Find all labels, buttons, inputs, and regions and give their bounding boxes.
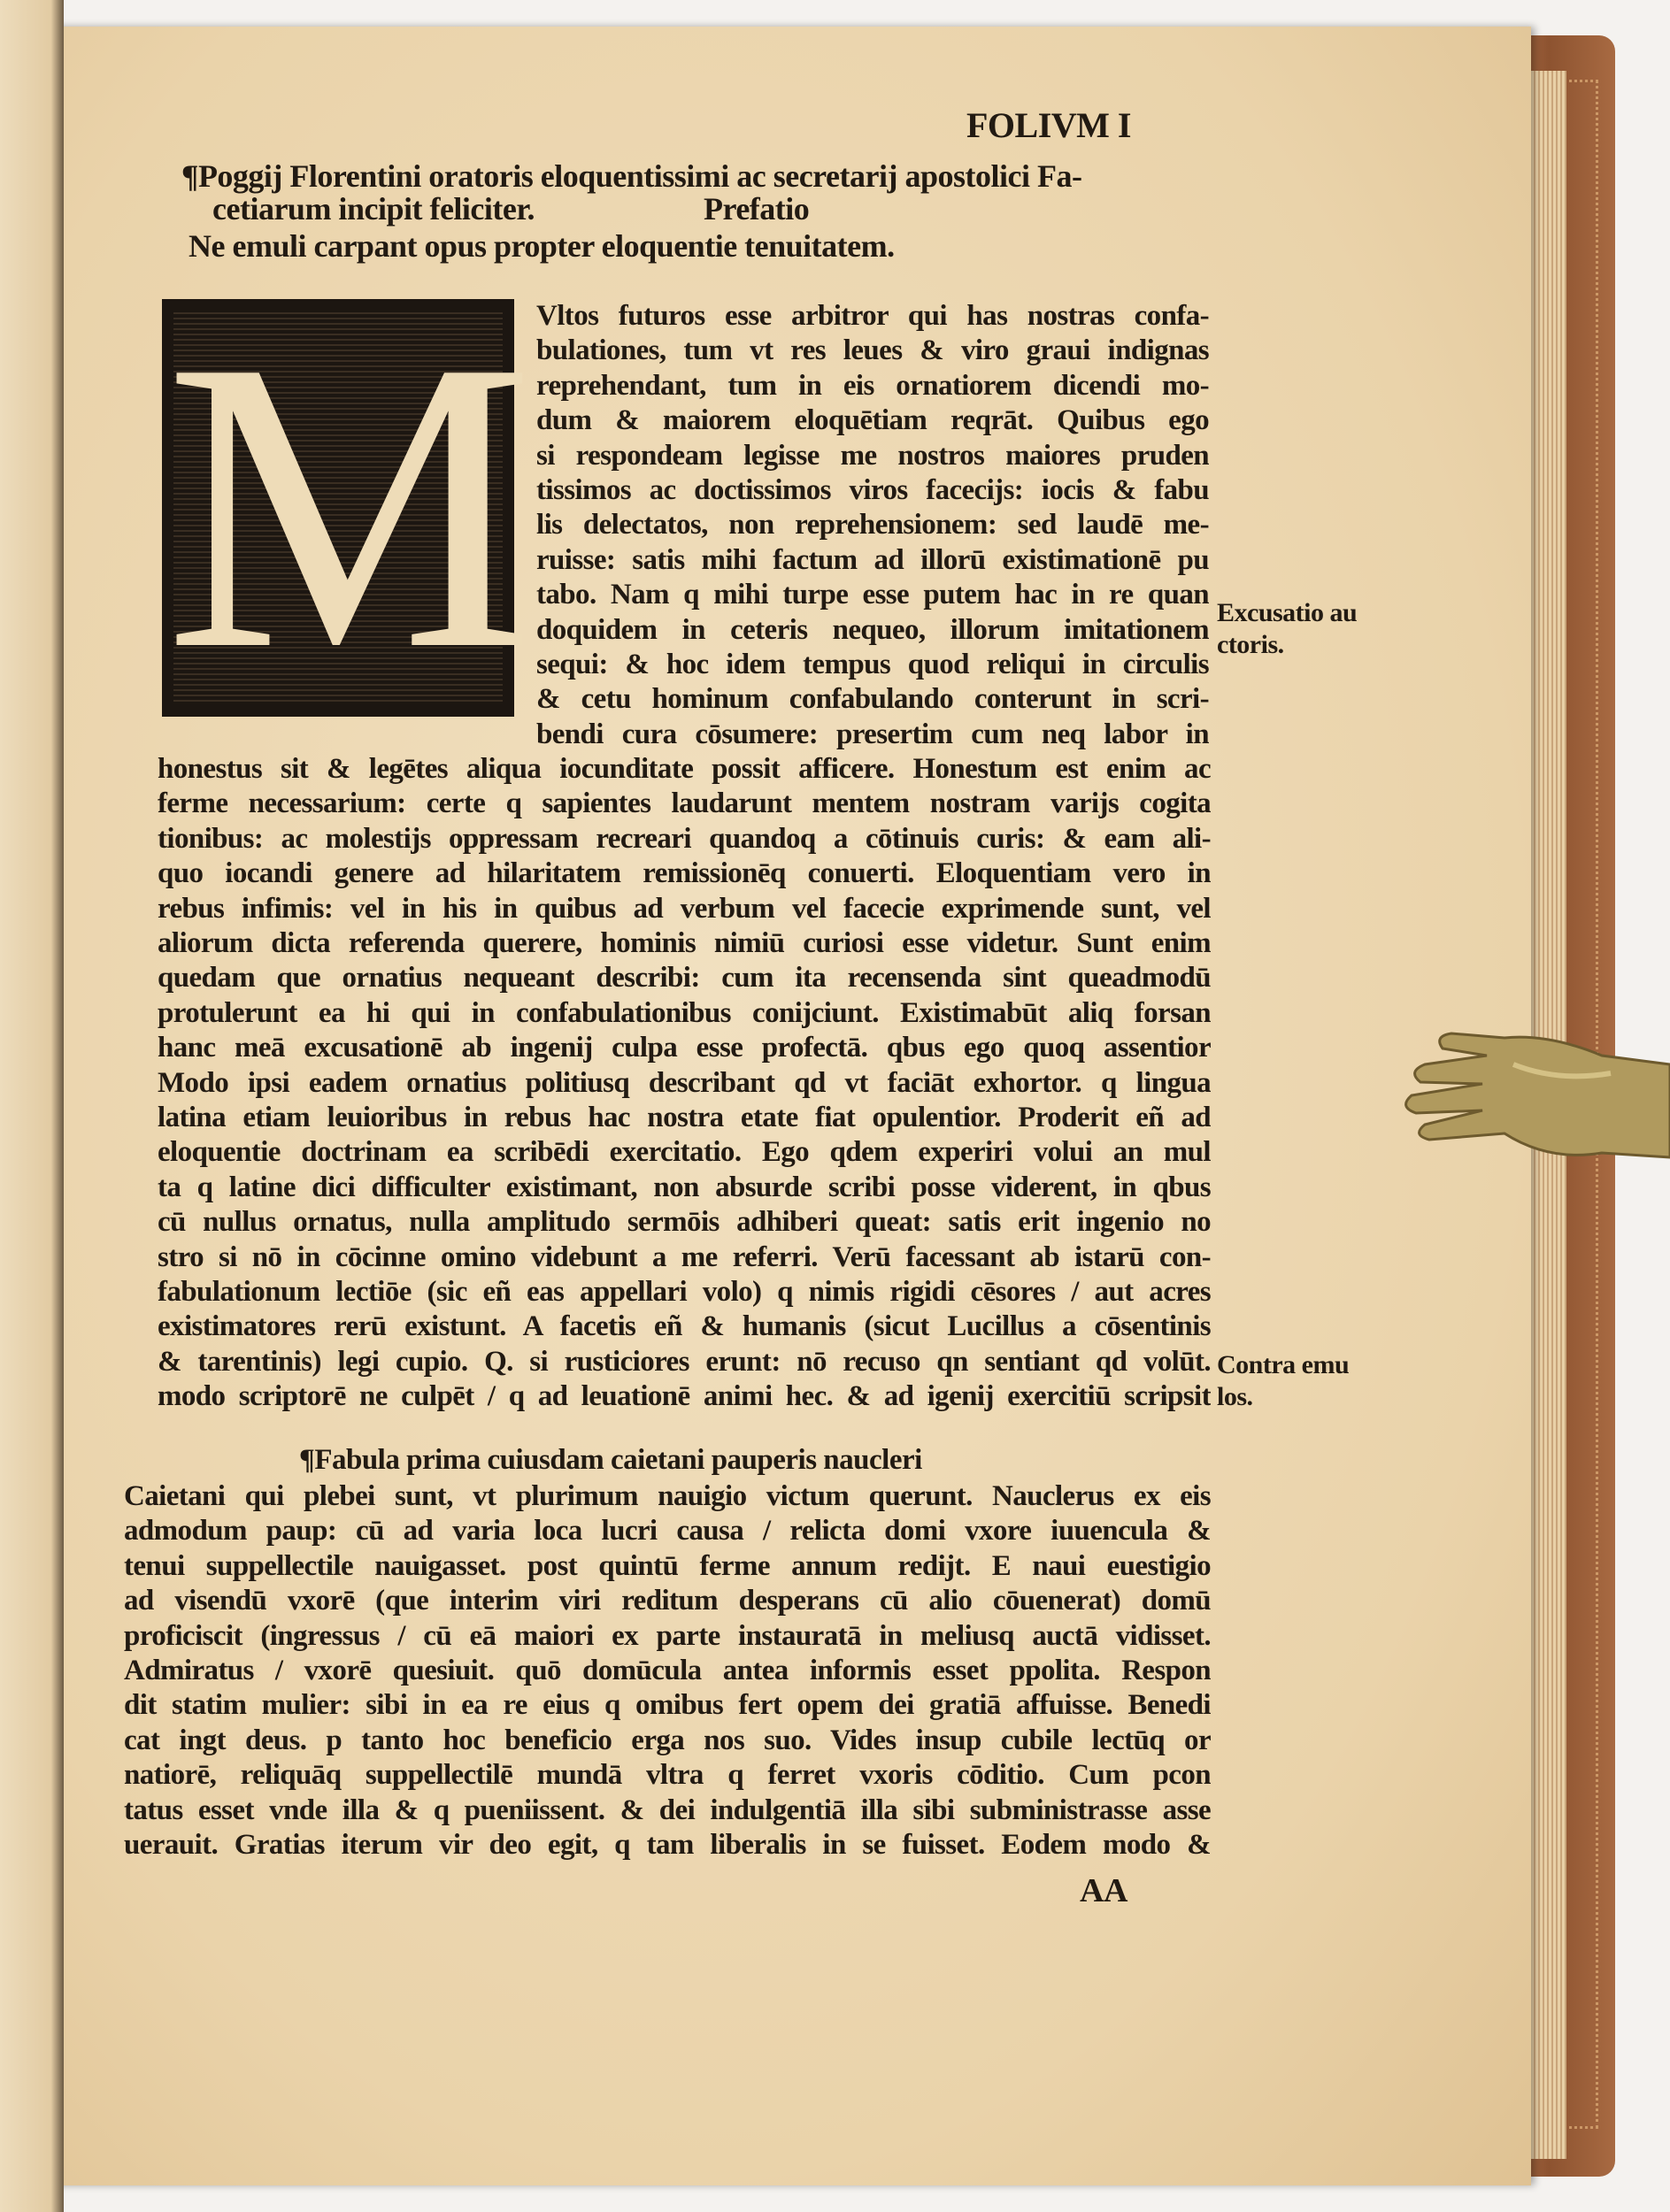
initial-letter: M: [165, 274, 535, 735]
text-line: tabo. Nam q mihi turpe esse putem hac in re quan: [536, 579, 1209, 611]
text-line: cat ingt deus. p tanto hoc beneficio erga nos suo. Vides insup cubile lectūq or: [124, 1724, 1211, 1756]
text-line: dum & maiorem eloquētiam reqrāt. Quibus ego: [536, 404, 1209, 437]
margin-note-line: Contra emu: [1217, 1350, 1350, 1379]
text-line: natiorē, reliquāq suppellectilē mundā vltra q ferret vxoris cōditio. Cum pcon: [124, 1759, 1211, 1792]
folio-number: FOLIVM I: [966, 105, 1131, 145]
margin-note-line: Excusatio au: [1217, 598, 1358, 627]
text-line: stro si nō in cōcinne omino videbunt a me referri. Verū facessant ab istarū con-: [158, 1240, 1211, 1273]
text-line: admodum paup: cū ad varia loca lucri causa / relicta domi vxore iuuencula &: [124, 1515, 1211, 1548]
text-line: tatus esset vnde illa & q pueniissent. & dei indulgentiā illa sibi subministrasse asse: [124, 1793, 1211, 1826]
text-line: dit statim mulier: sibi in ea re eius q omibus fert opem dei gratiā affuisse. Benedi: [124, 1689, 1211, 1722]
text-line: doquidem in ceteris nequeo, illorum imitationem: [536, 613, 1209, 646]
text-line: ta q latine dici difficulter existimant, non absurde scribi posse viderent, in qbus: [158, 1171, 1211, 1203]
margin-note-line: los.: [1217, 1382, 1253, 1411]
text-line: fabulationum lectiōe (sic eñ eas appellari volo) q nimis rigidi cēsores / aut acres: [158, 1276, 1211, 1308]
margin-note-line: ctoris.: [1217, 630, 1284, 659]
title-line-2: cetiarum incipit feliciter.: [212, 191, 535, 227]
text-line: lis delectatos, non reprehensionem: sed laudē me-: [536, 509, 1209, 541]
text-line: rebus infimis: vel in his in quibus ad verbum vel facecie exprimende sunt, vel: [158, 892, 1211, 925]
text-line: & cetu hominum confabulando conterunt in scri-: [536, 683, 1209, 716]
margin-note-contra: [1217, 1349, 1349, 1413]
text-line: Caietani qui plebei sunt, vt plurimum nauigio victum querunt. Nauclerus ex eis: [124, 1480, 1211, 1512]
text-line: quedam que ornatius nequeant describi: cum ita recensenda sint queadmodū: [158, 962, 1211, 995]
text-line: latina etiam leuioribus in rebus hac nostra etate fiat opulentior. Proderit eñ ad: [158, 1102, 1211, 1133]
text-line: reprehendant, tum in eis ornatiorem dicendi mo-: [536, 369, 1209, 402]
text-line: ferme necessarium: certe q sapientes laudarunt mentem nostram varijs cogita: [158, 787, 1211, 820]
text-line: existimatores rerū existunt. A facetis eñ & humanis (sicut Lucillus a cōsentinis: [158, 1310, 1211, 1343]
text-line: bendi cura cōsumere: presertim cum neq labor in: [536, 718, 1209, 750]
left-page-edge: [0, 0, 64, 2212]
text-line: tenui suppellectile nauigasset. post quintū ferme annum redijt. E naui euestigio: [124, 1549, 1211, 1582]
text-line: protulerunt ea hi qui in confabulationibus conijciunt. Existimabūt aliq forsan: [158, 996, 1211, 1029]
text-line: & tarentinis) legi cupio. Q. si rusticiores erunt: nō recuso qn sentiant qd volūt.: [158, 1345, 1211, 1378]
text-line: si respondeam legisse me nostros maiores pruden: [536, 439, 1209, 472]
chapter-subtitle: Ne emuli carpant opus propter eloquentie tenuitatem.: [189, 228, 895, 264]
fabula-heading: ¶Fabula prima cuiusdam caietani pauperis naucleri: [299, 1444, 922, 1476]
prefatio-heading: Prefatio: [704, 191, 810, 227]
text-line: uerauit. Gratias iterum vir deo egit, q tam liberalis in se fuisset. Eodem modo &: [124, 1829, 1211, 1861]
text-line: cū nullus ornatus, nulla amplitudo sermōis adhiberi queat: satis erit ingenio no: [158, 1206, 1211, 1239]
text-line: tissimos ac doctissimos viros facecijs: iocis & fabu: [536, 474, 1209, 506]
text-line: modo scriptorē ne culpēt / q ad leuationē animi hec. & ad igenij exercitiū scripsit: [158, 1380, 1211, 1413]
text-line: hanc meā excusationē ab ingenij culpa esse profectā. qbus ego quoq assentior: [158, 1032, 1211, 1064]
text-line: Admiratus / vxorē quesiuit. quō domūcula antea informis esset ppolita. Respon: [124, 1655, 1211, 1686]
text-line: tionibus: ac molestijs oppressam recreari quandoq a cōtinuis curis: & eam ali-: [158, 822, 1211, 855]
text-line: aliorum dicta referenda querere, hominis nimiū curiosi esse videtur. Sunt enim: [158, 927, 1211, 959]
text-line: quo iocandi genere ad hilaritatem remissionēq conuerti. Eloquentiam vero in: [158, 857, 1211, 890]
text-line: Vltos futuros esse arbitror qui has nostras confa-: [536, 300, 1209, 332]
brass-hand-clasp: [1398, 1029, 1670, 1186]
text-line: proficiscit (ingressus / cū eā maiori ex parte instauratā in meliusq auctā vidisset.: [124, 1619, 1211, 1652]
text-line: ruisse: satis mihi factum ad illorū existimationē pu: [536, 543, 1209, 576]
text-line: Modo ipsi eadem ornatius politiusq describant qd vt faciāt exhortor. q lingua: [158, 1066, 1211, 1099]
text-line: ad visendū vxorē (que interim viri reditum desperans cū alio cōuenerat) domū: [124, 1585, 1211, 1617]
text-line: sequi: & hoc idem tempus quod reliqui in circulis: [536, 649, 1209, 680]
title-line-1: ¶Poggij Florentini oratoris eloquentissimi ac secretarij apostolici Fa-: [181, 158, 1082, 194]
text-line: eloquentie doctrinam ea scribēdi exercitatio. Ego qdem experiri volui an mul: [158, 1136, 1211, 1169]
signature-mark: AA: [1080, 1872, 1127, 1909]
woodcut-initial-m: [162, 274, 535, 735]
text-line: honestus sit & legētes aliqua iocunditate possit afficere. Honestum est enim ac: [158, 753, 1211, 785]
margin-note-excusatio: [1217, 597, 1357, 661]
text-line: bulationes, tum vt res leues & viro graui indignas: [536, 334, 1209, 367]
